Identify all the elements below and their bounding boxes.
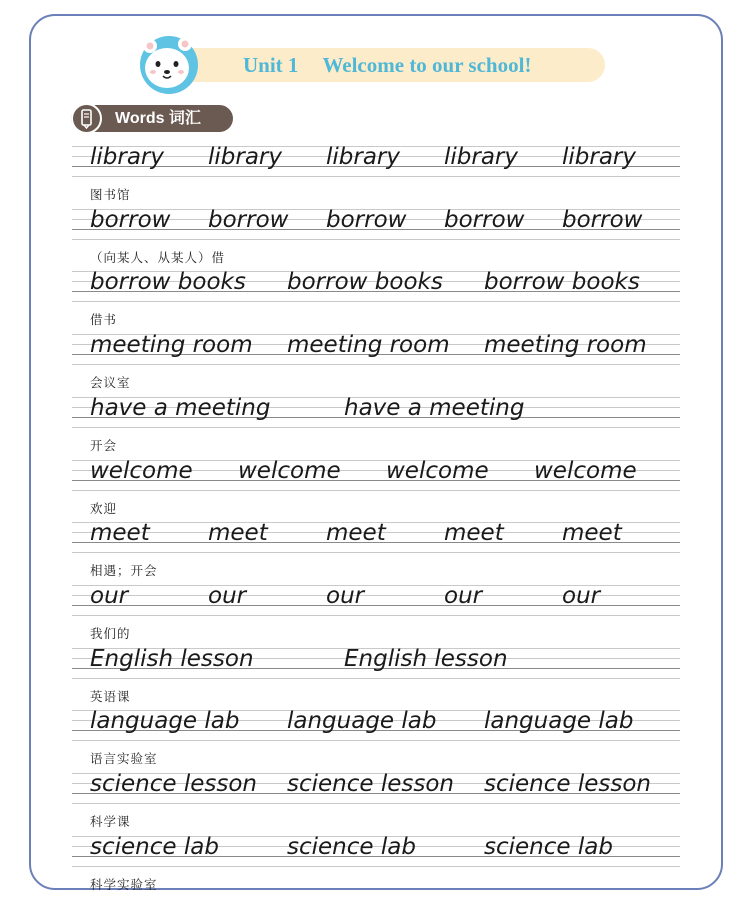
guide-line	[72, 239, 680, 240]
practice-word: welcome	[238, 457, 341, 484]
practice-word: library	[90, 144, 164, 170]
title-banner	[175, 48, 605, 82]
words-section-badge	[71, 105, 233, 132]
unit-header	[135, 32, 605, 94]
word-row	[72, 206, 680, 272]
word-meaning: 图书馆	[90, 187, 131, 202]
unit-number: Unit 1	[243, 53, 299, 77]
practice-word: borrow	[208, 206, 289, 233]
practice-word: welcome	[386, 457, 489, 484]
practice-word: borrow books	[90, 269, 246, 296]
practice-word: borrow	[444, 206, 525, 233]
practice-word: our	[208, 582, 247, 609]
practice-word: meeting room	[90, 332, 253, 359]
word-row	[72, 710, 680, 773]
practice-word: borrow	[562, 206, 643, 233]
book-icon	[71, 103, 102, 134]
practice-word: science lesson	[90, 771, 258, 797]
practice-word: meet	[326, 520, 386, 547]
practice-word: science lab	[484, 833, 613, 860]
word-row	[72, 582, 680, 648]
practice-word: meeting room	[484, 332, 647, 359]
practice-word: science lab	[90, 833, 219, 860]
practice-word: borrow books	[287, 269, 443, 296]
guide-line	[72, 364, 680, 365]
word-meaning: 语言实验室	[90, 751, 158, 767]
practice-word: library	[326, 144, 400, 170]
practice-word: English lesson	[90, 645, 254, 672]
word-meaning: 借书	[90, 312, 118, 328]
practice-word: meet	[444, 520, 504, 547]
practice-word: borrow books	[484, 269, 640, 296]
word-meaning: （向某人、从某人）借	[90, 249, 226, 265]
practice-word: welcome	[90, 457, 193, 484]
guide-line	[72, 427, 680, 428]
practice-word: language lab	[90, 708, 240, 735]
guide-line	[72, 678, 680, 679]
practice-word: our	[562, 582, 601, 609]
practice-word: science lab	[287, 833, 416, 860]
practice-word: borrow	[90, 206, 171, 233]
practice-word: meeting room	[287, 332, 450, 359]
guide-line	[72, 740, 680, 741]
practice-word: welcome	[534, 457, 637, 484]
word-meaning: 科学实验室	[90, 876, 158, 892]
guide-line	[72, 866, 680, 867]
word-meaning: 相遇；开会	[90, 563, 158, 579]
guide-line	[72, 301, 680, 302]
practice-word: have a meeting	[344, 394, 525, 421]
word-meaning: 英语课	[90, 688, 131, 704]
practice-word: library	[208, 144, 282, 170]
word-row	[72, 522, 680, 585]
practice-word: library	[444, 144, 518, 170]
practice-word: language lab	[287, 708, 437, 735]
practice-word: meet	[208, 520, 268, 547]
guide-line	[72, 803, 680, 804]
word-meaning: 科学课	[90, 814, 131, 829]
word-row	[72, 271, 680, 334]
word-meaning: 会议室	[90, 375, 131, 391]
word-meaning: 欢迎	[90, 500, 118, 516]
practice-word: language lab	[484, 708, 634, 735]
practice-word: science lesson	[484, 771, 652, 797]
word-row	[72, 146, 680, 209]
practice-word: borrow	[326, 206, 407, 233]
word-row	[72, 334, 680, 397]
section-label: Words 词汇	[115, 110, 201, 127]
practice-word: our	[326, 582, 365, 609]
guide-line	[72, 552, 680, 553]
word-row	[72, 833, 680, 899]
guide-line	[72, 490, 680, 491]
practice-word: our	[444, 582, 483, 609]
word-meaning: 我们的	[90, 625, 131, 641]
practice-word: science lesson	[287, 771, 455, 797]
word-row	[72, 394, 680, 460]
practice-word: our	[90, 582, 129, 609]
unit-title	[243, 48, 531, 82]
word-row	[72, 457, 680, 523]
practice-word: library	[562, 144, 636, 170]
practice-word: meet	[90, 520, 150, 547]
word-row	[72, 645, 680, 711]
guide-line	[72, 176, 680, 177]
practice-word: English lesson	[344, 645, 508, 672]
word-row	[72, 773, 680, 836]
polar-bear-icon	[135, 32, 207, 94]
word-meaning: 开会	[90, 437, 118, 453]
guide-line	[72, 615, 680, 616]
practice-word: have a meeting	[90, 394, 271, 421]
practice-word: meet	[562, 520, 622, 547]
unit-name: Welcome to our school!	[322, 53, 532, 77]
